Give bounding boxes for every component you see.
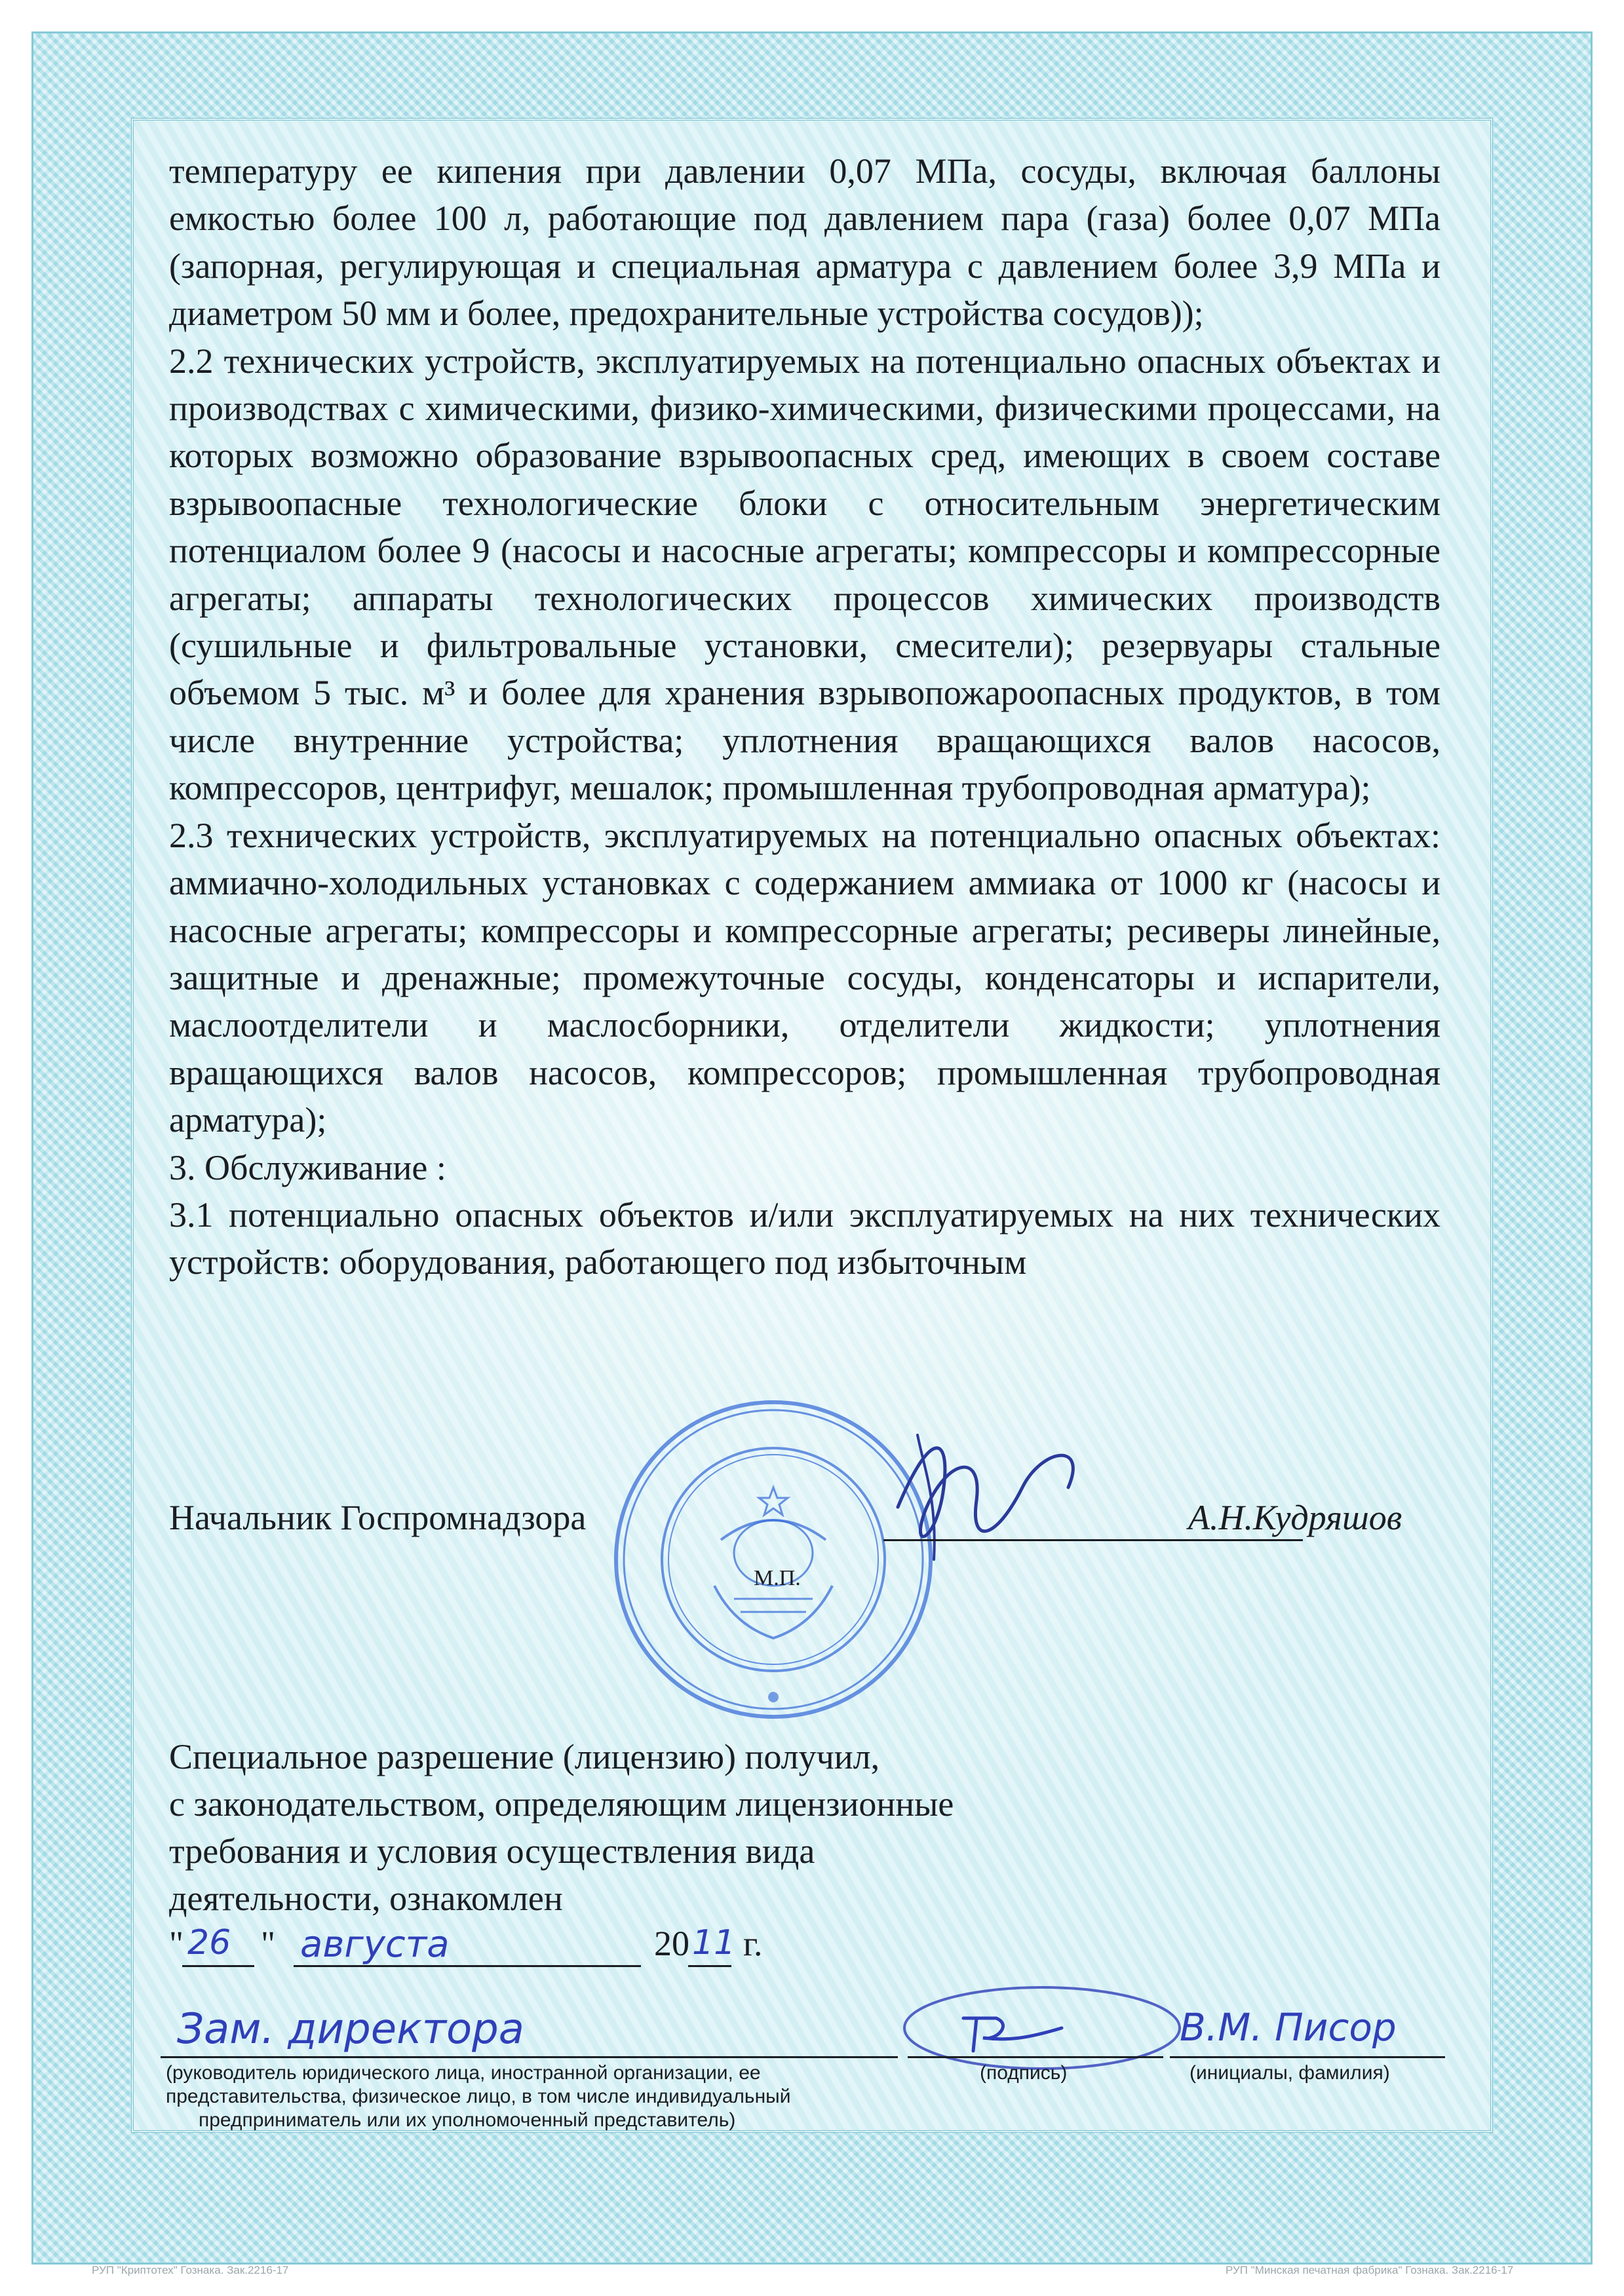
date-month: августа xyxy=(300,1923,450,1966)
signature-line xyxy=(883,1539,1303,1541)
paragraph-2-3: 2.3 технических устройств, эксплуатируемых на потенциально опасных объектах: аммиачно-холодильных установках с содержанием аммиака от 1000 кг (насосы и насосные агрегаты; компрессоры и компрессорные агрегаты; ресиверы линейные, защитные и дренажные; промежуточные сосуды, конденсаторы и испарители, маслоотделители и маслосборники, отделители жидкости; уплотнения вращающихся валов насосов, компрессоров; промышленная трубопроводная арматура); xyxy=(169,815,1440,1140)
date-year-unit: г. xyxy=(743,1924,763,1963)
paragraph-pressure-vessels: температуру ее кипения при давлении 0,07 МПа, сосуды, включая баллоны емкостью более 100 л, работающие под давлением пара (газа) более 0,07 МПа (запорная, регулирующая и специальная арматура с давлением более 3,9 МПа и диаметром 50 мм и более, предохранительные устройства сосудов)); xyxy=(169,151,1440,334)
caption-position-line-1: (руководитель юридического лица, иностранной организации, ее xyxy=(166,2062,761,2084)
caption-position-line-2: представительства, физическое лицо, в том числе индивидуальный xyxy=(166,2086,791,2107)
license-acknowledgement xyxy=(169,1733,1152,1922)
ack-line-2: с законодательством, определяющим лицензионные xyxy=(169,1784,954,1824)
recipient-signature-block xyxy=(161,2005,1445,2136)
chief-signature-row xyxy=(169,1497,1440,1550)
signature-line-recipient xyxy=(908,2056,1163,2058)
position-line xyxy=(161,2056,898,2058)
ack-line-1: Специальное разрешение (лицензию) получил, xyxy=(169,1737,880,1776)
initials-line xyxy=(1170,2056,1445,2058)
recipient-initials: В.М. Писор xyxy=(1180,2005,1397,2050)
date-month-underline xyxy=(294,1965,641,1967)
date-day-underline xyxy=(182,1965,254,1967)
date-year-underline xyxy=(688,1965,731,1967)
date-year-suffix: 11 xyxy=(692,1923,736,1962)
chief-signature xyxy=(872,1409,1108,1579)
paragraph-3-1: 3.1 потенциально опасных объектов и/или эксплуатируемых на них технических устройств: оборудования, работающего под избыточным xyxy=(169,1195,1440,1282)
paragraph-2-2: 2.2 технических устройств, эксплуатируемых на потенциально опасных объектах и производствах с химическими, физико-химическими, физическими процессами, на которых возможно образование взрывоопасных сред, имеющих в своем составе взрывоопасные технологические блоки с относительным энергетическим потенциалом более 9 (насосы и насосные агрегаты; компрессоры и компрессорные агрегаты; аппараты технологических процессов химических производств (сушильные и фильтровальные установки, смесители); резервуары стальные объемом 5 тыс. м³ и более для хранения взрывопожароопасных продуктов, в том числе внутренние устройства; уплотнения вращающихся валов насосов, компрессоров, центрифуг, мешалок; промышленная трубопроводная арматура); xyxy=(169,341,1440,808)
chief-name: А.Н.Кудряшов xyxy=(1188,1498,1402,1537)
license-scope-text xyxy=(169,147,1440,1286)
ack-line-4: деятельности, ознакомлен xyxy=(169,1879,563,1918)
printer-imprint-left: РУП "Криптотех" Гознака. Зак.2216-17 xyxy=(92,2264,289,2276)
caption-signature: (подпись) xyxy=(980,2062,1068,2084)
seal-place-label: М.П. xyxy=(754,1566,801,1590)
caption-position xyxy=(166,2061,939,2132)
date-open-quote: " xyxy=(169,1924,184,1963)
date-day: 26 xyxy=(187,1923,231,1962)
ack-line-3: требования и условия осуществления вида xyxy=(169,1831,815,1871)
caption-name: (инициалы, фамилия) xyxy=(1189,2062,1390,2084)
acknowledgement-date xyxy=(169,1923,890,1976)
printer-imprint-right: РУП "Минская печатная фабрика" Гознака. Зак.2216-17 xyxy=(1226,2264,1514,2276)
date-close-quote: " xyxy=(261,1924,276,1963)
recipient-position: Зам. директора xyxy=(177,2005,524,2054)
date-year-prefix: 20 xyxy=(654,1924,689,1963)
caption-position-line-3: предприниматель или их уполномоченный представитель) xyxy=(199,2109,736,2131)
chief-title: Начальник Госпромнадзора xyxy=(169,1498,587,1537)
paragraph-3-heading: 3. Обслуживание : xyxy=(169,1147,446,1187)
